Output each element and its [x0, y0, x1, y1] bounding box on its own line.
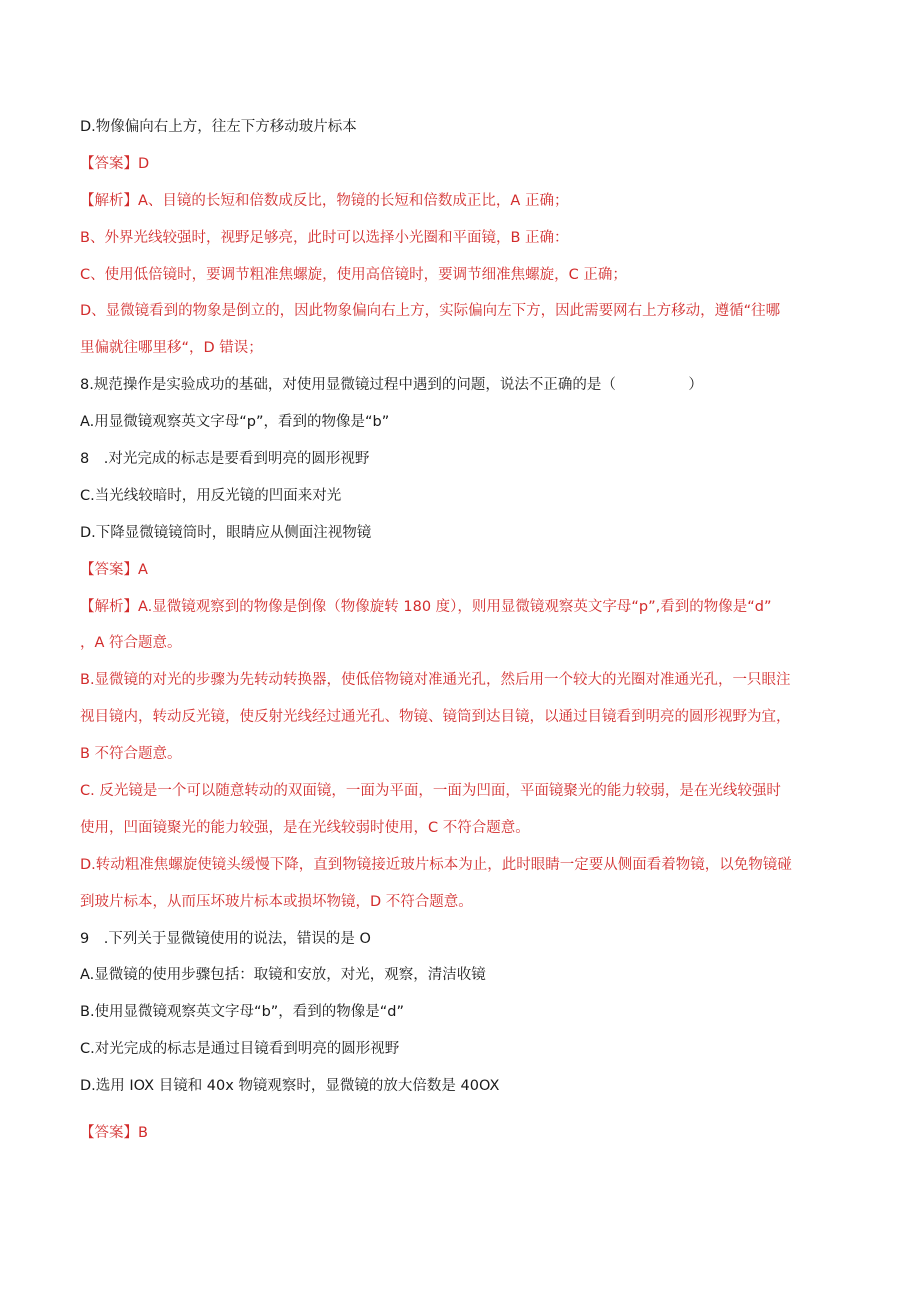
option-c-q8: C.当光线较暗时，用反光镜的凹面来对光	[80, 487, 342, 504]
analysis-q8-d-cont: 到玻片标本，从而压坏玻片标本或损坏物镜，D 不符合题意。	[80, 893, 473, 910]
analysis-q7-d: D、显微镜看到的物象是倒立的，因此物象偏向右上方，实际偏向左下方，因此需要网右上方移动，遵循“往哪	[80, 303, 781, 320]
spacer	[80, 1105, 844, 1115]
analysis-q7-d-cont: 里偏就往哪里移“，D 错误；	[80, 340, 263, 357]
analysis-q8-c: C. 反光镜是一个可以随意转动的双面镜，一面为平面，一面为凹面，平面镜聚光的能力较弱，是在光线较强时	[80, 783, 781, 800]
question-9: 9 .下列关于显微镜使用的说法，错误的是 O	[80, 930, 371, 947]
option-b-q8: 8 .对光完成的标志是要看到明亮的圆形视野	[80, 451, 370, 468]
option-c-q9: C.对光完成的标志是通过目镜看到明亮的圆形视野	[80, 1041, 400, 1058]
analysis-q7-b: B、外界光线较强时，视野足够亮，此时可以选择小光圈和平面镜，B 正确：	[80, 229, 569, 246]
option-a-q8: A.用显微镜观察英文字母“p”，看到的物像是“b”	[80, 414, 390, 431]
analysis-q8-d: D.转动粗准焦螺旋使镜头缓慢下降，直到物镜接近玻片标本为止，此时眼睛一定要从侧面看着物镜，以免物镜碰	[80, 856, 792, 873]
option-b-q9: B.使用显微镜观察英文字母“b”，看到的物像是“d”	[80, 1004, 405, 1021]
analysis-q8-b-cont: 视目镜内，转动反光镜，使反射光线经过通光孔、物镜、镜筒到达目镜，以通过目镜看到明亮的圆形视野为宜，	[80, 709, 791, 726]
analysis-q7-a: 【解析】A、目镜的长短和倍数成反比，物镜的长短和倍数成正比，A 正确；	[80, 192, 569, 209]
question-8: 8.规范操作是实验成功的基础，对使用显微镜过程中遇到的问题，说法不正确的是（ ）	[80, 377, 703, 394]
analysis-q8-a: 【解析】A.显微镜观察到的物像是倒像（物像旋转 180 度），则用显微镜观察英文字母“p”,看到的物像是“d”	[80, 598, 772, 615]
option-d-q9: D.选用 IOX 目镜和 40x 物镜观察时，显微镜的放大倍数是 40OX	[80, 1078, 500, 1095]
analysis-q8-a-cont: ，A 符合题意。	[80, 635, 182, 652]
analysis-q8-b: B.显微镜的对光的步骤为先转动转换器，使低倍物镜对准通光孔，然后用一个较大的光圈对准通光孔，一只眼注	[80, 672, 791, 689]
document-page	[80, 109, 844, 1152]
analysis-q8-c-cont: 使用，凹面镜聚光的能力较强，是在光线较弱时使用，C 不符合题意。	[80, 819, 530, 836]
option-a-q9: A.显微镜的使用步骤包括：取镜和安放，对光，观察，清洁收镜	[80, 967, 486, 984]
option-d-q7: D.物像偏向右上方，往左下方移动玻片标本	[80, 119, 357, 135]
answer-q7: 【答案】D	[80, 155, 150, 172]
analysis-q7-c: C、使用低倍镜时，要调节粗准焦螺旋，使用高倍镜时，要调节细准焦螺旋，C 正确；	[80, 266, 627, 283]
answer-q9: 【答案】B	[80, 1125, 148, 1142]
analysis-q8-b-end: B 不符合题意。	[80, 746, 182, 763]
answer-q8: 【答案】A	[80, 561, 148, 578]
option-d-q8: D.下降显微镜镜筒时，眼睛应从侧面注视物镜	[80, 524, 372, 541]
